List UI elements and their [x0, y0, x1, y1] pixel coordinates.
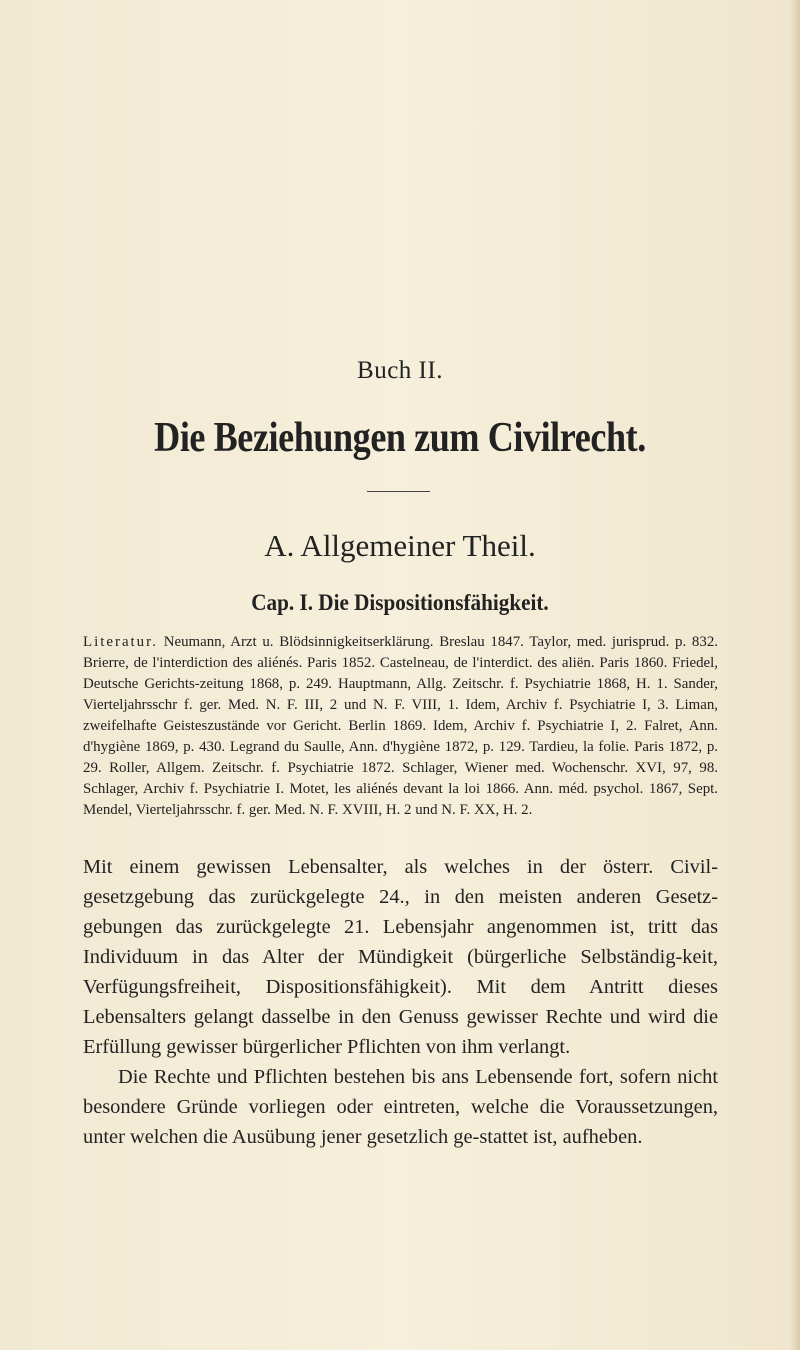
literature-text: Neumann, Arzt u. Blödsinnigkeitserklärung. Breslau 1847. Taylor, med. jurisprud. p. 832. Brierre, de l'interdiction des aliénés. Paris 1852. Castelneau, de l'interdict. des aliën. Paris 1860. Friedel, Deutsche Gerichts-zeitung 1868, p. 249. Hauptmann, Allg. Zeitschr. f. Psychiatrie 1868, H. 1. Sander, Vierteljahrsschr f. ger. Med. N. F. III, 2 und N. F. VIII, 1. Idem, Archiv f. Psychiatrie I, 3. Liman, zweifelhafte Geisteszustände vor Gericht. Berlin 1869. Idem, Archiv f. Psychiatrie I, 2. Falret, Ann. d'hygiène 1869, p. 430. Legrand du Saulle, Ann. d'hygiène 1872, p. 129. Tardieu, la folie. Paris 1872, p. 29. Roller, Allgem. Zeitschr. f. Psychiatrie 1872. Schlager, Wiener med. Wochenschr. XVI, 97, 98. Schlager, Archiv f. Psychiatrie I. Motet, les aliénés devant la loi 1866. Ann. méd. psychol. 1867, Sept. Mendel, Vierteljahrsschr. f. ger. Med. N. F. XVIII, H. 2 und N. F. XX, H. 2. — [83, 634, 718, 818]
part-heading: A. Allgemeiner Theil. — [264, 528, 536, 563]
paragraph-2: Die Rechte und Pflichten bestehen bis ans Lebensende fort, sofern nicht besondere Gründe vorliegen oder eintreten, welche die Voraussetzungen, unter welchen die Ausübung jener gesetzlich ge-stattet ist, aufheben. — [83, 1066, 718, 1148]
book-heading: Buch II. — [357, 357, 443, 384]
literature-label: Literatur. — [83, 634, 158, 650]
title-divider — [367, 491, 430, 492]
chapter-heading: Cap. I. Die Dispositionsfähigkeit. — [251, 590, 549, 615]
literature-block — [83, 632, 718, 821]
body-text — [83, 852, 718, 1152]
page-title: Die Beziehungen zum Civilrecht. — [154, 415, 646, 461]
paragraph-1: Mit einem gewissen Lebensalter, als welches in der österr. Civil-gesetzgebung das zurückgelegte 24., in den meisten anderen Gesetz-gebungen das zurückgelegte 21. Lebensjahr angenommen ist, tritt das Individuum in das Alter der Mündigkeit (bürgerliche Selbständig-keit, Verfügungsfreiheit, Dispositionsfähigkeit). Mit dem Antritt dieses Lebensalters gelangt dasselbe in den Genuss gewisser Rechte und wird die Erfüllung gewisser bürgerlicher Pflichten von ihm verlangt. — [83, 856, 718, 1058]
page-edge-shadow — [790, 0, 800, 1350]
